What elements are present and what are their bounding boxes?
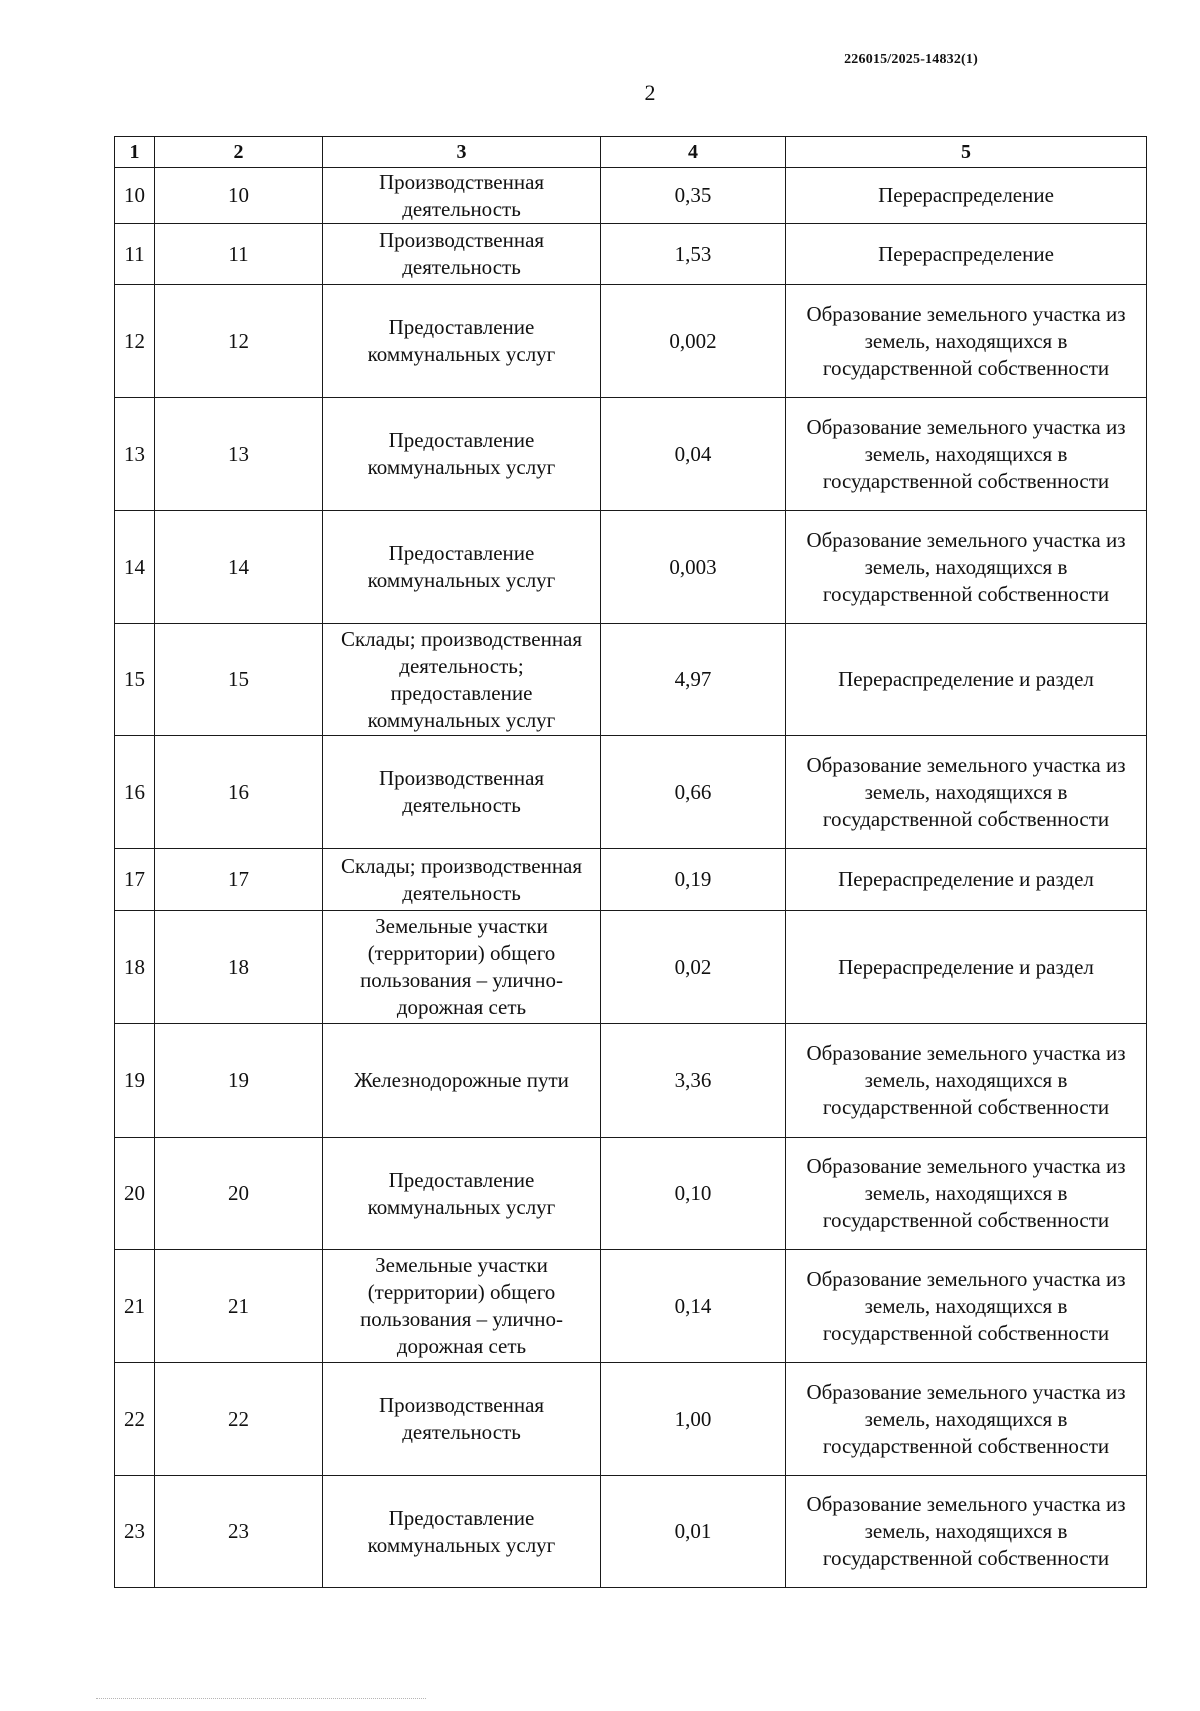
- land-parcels-table: [114, 136, 1147, 1588]
- column-header-3: 3: [323, 137, 601, 168]
- formation-method-cell: Образование земельного участка из земель, находящихся в государственной собственности: [786, 1024, 1147, 1138]
- plot-number-cell: 11: [155, 224, 323, 285]
- column-header-2: 2: [155, 137, 323, 168]
- plot-number-cell: 18: [155, 911, 323, 1024]
- plot-number-cell: 21: [155, 1250, 323, 1363]
- row-number-cell: 14: [115, 511, 155, 624]
- permitted-use-cell: Производственная деятельность: [323, 224, 601, 285]
- table-row: [115, 224, 1147, 285]
- row-number-cell: 15: [115, 624, 155, 736]
- permitted-use-cell: Предоставление коммунальных услуг: [323, 511, 601, 624]
- formation-method-cell: Образование земельного участка из земель, находящихся в государственной собственности: [786, 1250, 1147, 1363]
- plot-number-cell: 17: [155, 849, 323, 911]
- plot-number-cell: 13: [155, 398, 323, 511]
- row-number-cell: 23: [115, 1476, 155, 1588]
- row-number-cell: 22: [115, 1363, 155, 1476]
- permitted-use-cell: Производственная деятельность: [323, 736, 601, 849]
- table-row: [115, 1138, 1147, 1250]
- plot-number-cell: 15: [155, 624, 323, 736]
- plot-number-cell: 14: [155, 511, 323, 624]
- table-row: [115, 1363, 1147, 1476]
- permitted-use-cell: Производственная деятельность: [323, 1363, 601, 1476]
- permitted-use-cell: Производственная деятельность: [323, 168, 601, 224]
- permitted-use-cell: Предоставление коммунальных услуг: [323, 1476, 601, 1588]
- table-header-row: [115, 137, 1147, 168]
- permitted-use-cell: Склады; производственная деятельность; предоставление коммунальных услуг: [323, 624, 601, 736]
- plot-number-cell: 10: [155, 168, 323, 224]
- row-number-cell: 16: [115, 736, 155, 849]
- plot-number-cell: 22: [155, 1363, 323, 1476]
- area-cell: 1,00: [601, 1363, 786, 1476]
- page-number: 2: [644, 80, 656, 105]
- row-number-cell: 21: [115, 1250, 155, 1363]
- table-row: [115, 398, 1147, 511]
- row-number-cell: 19: [115, 1024, 155, 1138]
- area-cell: 4,97: [601, 624, 786, 736]
- column-header-4: 4: [601, 137, 786, 168]
- area-cell: 0,003: [601, 511, 786, 624]
- formation-method-cell: Образование земельного участка из земель, находящихся в государственной собственности: [786, 1363, 1147, 1476]
- table-row: [115, 1250, 1147, 1363]
- table-row: [115, 511, 1147, 624]
- area-cell: 0,35: [601, 168, 786, 224]
- permitted-use-cell: Склады; производственная деятельность: [323, 849, 601, 911]
- table-row: [115, 1024, 1147, 1138]
- area-cell: 0,66: [601, 736, 786, 849]
- permitted-use-cell: Предоставление коммунальных услуг: [323, 285, 601, 398]
- table-row: [115, 624, 1147, 736]
- scan-footer-artifact: [96, 1698, 426, 1699]
- area-cell: 0,01: [601, 1476, 786, 1588]
- column-header-5: 5: [786, 137, 1147, 168]
- table-row: [115, 285, 1147, 398]
- area-cell: 0,10: [601, 1138, 786, 1250]
- permitted-use-cell: Предоставление коммунальных услуг: [323, 398, 601, 511]
- row-number-cell: 11: [115, 224, 155, 285]
- formation-method-cell: Образование земельного участка из земель, находящихся в государственной собственности: [786, 1138, 1147, 1250]
- column-header-1: 1: [115, 137, 155, 168]
- plot-number-cell: 20: [155, 1138, 323, 1250]
- table-body: [115, 168, 1147, 1588]
- plot-number-cell: 23: [155, 1476, 323, 1588]
- formation-method-cell: Образование земельного участка из земель, находящихся в государственной собственности: [786, 1476, 1147, 1588]
- formation-method-cell: Образование земельного участка из земель, находящихся в государственной собственности: [786, 285, 1147, 398]
- row-number-cell: 17: [115, 849, 155, 911]
- area-cell: 0,19: [601, 849, 786, 911]
- permitted-use-cell: Предоставление коммунальных услуг: [323, 1138, 601, 1250]
- table-row: [115, 911, 1147, 1024]
- formation-method-cell: Образование земельного участка из земель, находящихся в государственной собственности: [786, 511, 1147, 624]
- row-number-cell: 13: [115, 398, 155, 511]
- plot-number-cell: 16: [155, 736, 323, 849]
- formation-method-cell: Образование земельного участка из земель, находящихся в государственной собственности: [786, 736, 1147, 849]
- area-cell: 0,04: [601, 398, 786, 511]
- formation-method-cell: Перераспределение: [786, 224, 1147, 285]
- formation-method-cell: Перераспределение: [786, 168, 1147, 224]
- row-number-cell: 20: [115, 1138, 155, 1250]
- plot-number-cell: 19: [155, 1024, 323, 1138]
- permitted-use-cell: Земельные участки (территории) общего пользования – улично-дорожная сеть: [323, 911, 601, 1024]
- formation-method-cell: Образование земельного участка из земель, находящихся в государственной собственности: [786, 398, 1147, 511]
- permitted-use-cell: Земельные участки (территории) общего пользования – улично-дорожная сеть: [323, 1250, 601, 1363]
- area-cell: 1,53: [601, 224, 786, 285]
- formation-method-cell: Перераспределение и раздел: [786, 624, 1147, 736]
- area-cell: 0,02: [601, 911, 786, 1024]
- table-row: [115, 849, 1147, 911]
- table-row: [115, 736, 1147, 849]
- permitted-use-cell: Железнодорожные пути: [323, 1024, 601, 1138]
- document-registration-number: 226015/2025-14832(1): [844, 52, 978, 67]
- area-cell: 0,002: [601, 285, 786, 398]
- row-number-cell: 12: [115, 285, 155, 398]
- formation-method-cell: Перераспределение и раздел: [786, 911, 1147, 1024]
- plot-number-cell: 12: [155, 285, 323, 398]
- area-cell: 0,14: [601, 1250, 786, 1363]
- row-number-cell: 10: [115, 168, 155, 224]
- row-number-cell: 18: [115, 911, 155, 1024]
- table-row: [115, 168, 1147, 224]
- table-row: [115, 1476, 1147, 1588]
- area-cell: 3,36: [601, 1024, 786, 1138]
- formation-method-cell: Перераспределение и раздел: [786, 849, 1147, 911]
